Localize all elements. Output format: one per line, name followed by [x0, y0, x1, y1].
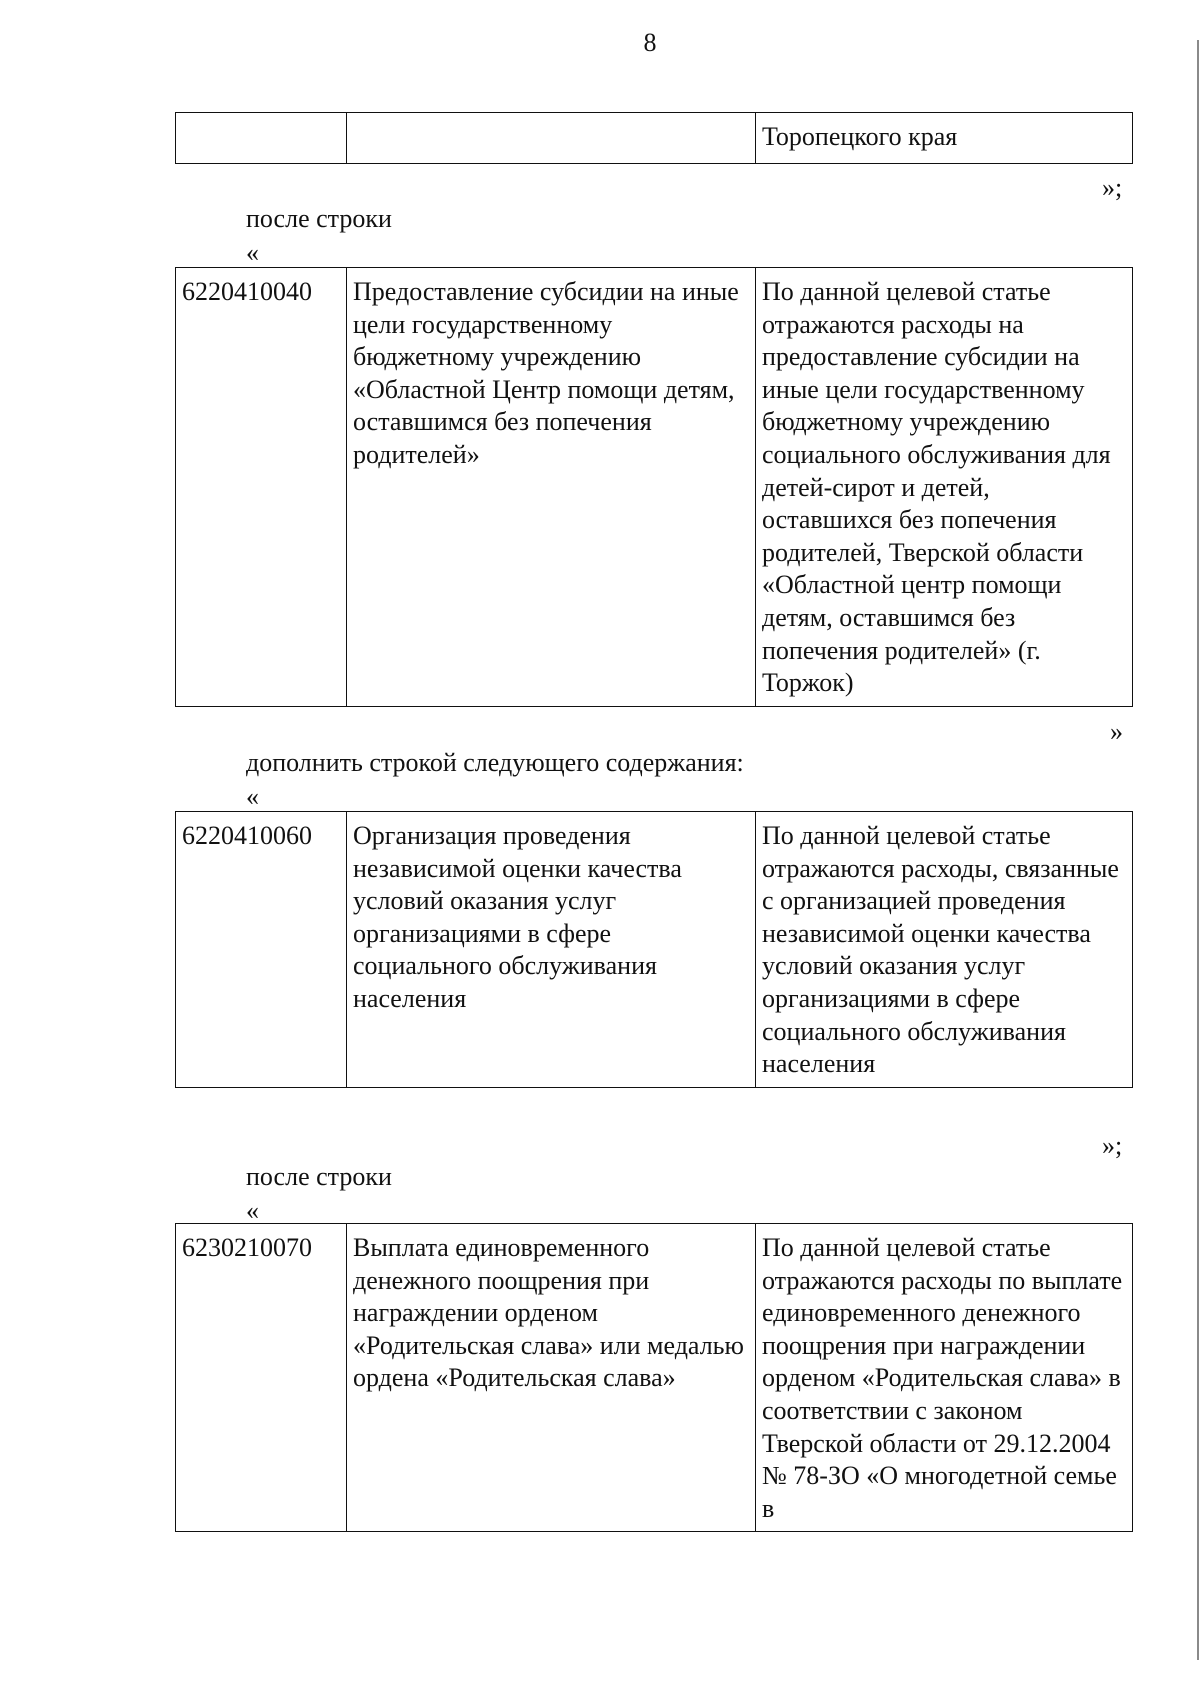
table-fragment-top — [175, 112, 1133, 164]
name-cell: Предоставление субсидии на иные цели государственному бюджетному учреждению «Областной Центр помощи детям, оставшимся без попечения родителей» — [347, 268, 756, 707]
instruction-text: после строки — [246, 204, 392, 233]
description-cell: По данной целевой статье отражаются расходы на предоставление субсидии на иные цели государственному бюджетному учреждению социального обслуживания для детей-сирот и детей, оставшихся без попечения родителей, Тверской области «Областной центр помощи детям, оставшимся без попечения родителей» (г. Торжок) — [756, 268, 1133, 707]
code-cell: 6230210070 — [176, 1224, 347, 1532]
table-row-6220410060 — [175, 811, 1133, 1088]
table-row-6230210070 — [175, 1223, 1133, 1532]
instruction-text: дополнить строкой следующего содержания: — [246, 748, 744, 777]
code-cell: 6220410040 — [176, 268, 347, 707]
code-cell: 6220410060 — [176, 812, 347, 1088]
table-row — [176, 812, 1133, 1088]
code-cell — [176, 113, 347, 164]
name-cell: Организация проведения независимой оценки качества условий оказания услуг организациями в сфере социального обслуживания населения — [347, 812, 756, 1088]
closing-quote: »; — [1102, 173, 1123, 202]
page-number: 8 — [643, 28, 657, 57]
instruction-text: после строки — [246, 1162, 392, 1191]
description-cell: По данной целевой статье отражаются расходы, связанные с организацией проведения независимой оценки качества условий оказания услуг организациями в сфере социального обслуживания населения — [756, 812, 1133, 1088]
name-cell — [347, 113, 756, 164]
closing-quote: »; — [1102, 1131, 1123, 1160]
opening-quote: « — [246, 782, 259, 811]
table-row — [176, 113, 1133, 164]
table-row — [176, 268, 1133, 707]
name-cell: Выплата единовременного денежного поощрения при награждении орденом «Родительская слава» или медалью ордена «Родительская слава» — [347, 1224, 756, 1532]
opening-quote: « — [246, 238, 259, 267]
table-row-6220410040 — [175, 267, 1133, 707]
description-cell: По данной целевой статье отражаются расходы по выплате единовременного денежного поощрения при награждении орденом «Родительская слава» в соответствии с законом Тверской области от 29.12.2004 № 78-ЗО «О многодетной семье в — [756, 1224, 1133, 1532]
scan-edge-right — [1197, 40, 1199, 1660]
closing-quote: » — [1110, 717, 1123, 746]
table-row — [176, 1224, 1133, 1532]
description-cell: Торопецкого края — [756, 113, 1133, 164]
opening-quote: « — [246, 1196, 259, 1225]
